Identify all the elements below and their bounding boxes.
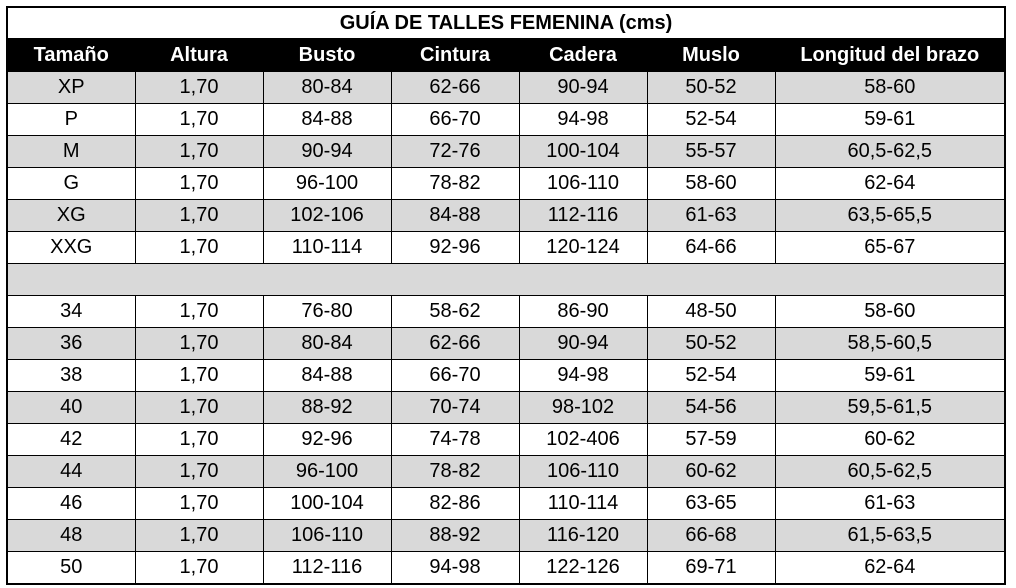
cell-arm-length: 60-62: [775, 424, 1005, 456]
cell-waist: 84-88: [391, 200, 519, 232]
cell-thigh: 66-68: [647, 520, 775, 552]
cell-waist: 58-62: [391, 296, 519, 328]
cell-size: G: [7, 168, 135, 200]
cell-arm-length: 58,5-60,5: [775, 328, 1005, 360]
cell-hip: 90-94: [519, 328, 647, 360]
cell-arm-length: 59-61: [775, 360, 1005, 392]
cell-thigh: 55-57: [647, 136, 775, 168]
cell-height: 1,70: [135, 104, 263, 136]
cell-arm-length: 59,5-61,5: [775, 392, 1005, 424]
cell-hip: 100-104: [519, 136, 647, 168]
separator-cell: [7, 264, 1005, 296]
separator-row: [7, 264, 1005, 296]
cell-thigh: 52-54: [647, 104, 775, 136]
cell-size: 46: [7, 488, 135, 520]
cell-height: 1,70: [135, 168, 263, 200]
cell-hip: 116-120: [519, 520, 647, 552]
cell-bust: 84-88: [263, 360, 391, 392]
cell-bust: 100-104: [263, 488, 391, 520]
header-row: [7, 39, 1005, 72]
size-guide-sheet: [6, 6, 1004, 585]
header-height: Altura: [135, 39, 263, 72]
cell-waist: 72-76: [391, 136, 519, 168]
cell-height: 1,70: [135, 328, 263, 360]
header-thigh: Muslo: [647, 39, 775, 72]
table-row: [7, 328, 1005, 360]
table-row: [7, 424, 1005, 456]
cell-arm-length: 60,5-62,5: [775, 136, 1005, 168]
cell-hip: 94-98: [519, 360, 647, 392]
cell-thigh: 50-52: [647, 328, 775, 360]
cell-thigh: 61-63: [647, 200, 775, 232]
cell-bust: 76-80: [263, 296, 391, 328]
cell-arm-length: 58-60: [775, 72, 1005, 104]
cell-arm-length: 65-67: [775, 232, 1005, 264]
table-row: [7, 392, 1005, 424]
cell-size: 42: [7, 424, 135, 456]
cell-thigh: 48-50: [647, 296, 775, 328]
cell-waist: 78-82: [391, 456, 519, 488]
cell-height: 1,70: [135, 200, 263, 232]
table-row: [7, 104, 1005, 136]
cell-arm-length: 63,5-65,5: [775, 200, 1005, 232]
table-row: [7, 232, 1005, 264]
cell-height: 1,70: [135, 552, 263, 585]
cell-thigh: 57-59: [647, 424, 775, 456]
cell-size: 40: [7, 392, 135, 424]
table-row: [7, 552, 1005, 585]
cell-height: 1,70: [135, 232, 263, 264]
cell-arm-length: 59-61: [775, 104, 1005, 136]
cell-bust: 96-100: [263, 456, 391, 488]
table-row: [7, 456, 1005, 488]
cell-bust: 88-92: [263, 392, 391, 424]
cell-hip: 106-110: [519, 168, 647, 200]
cell-waist: 66-70: [391, 104, 519, 136]
cell-bust: 102-106: [263, 200, 391, 232]
table-row: [7, 136, 1005, 168]
cell-hip: 122-126: [519, 552, 647, 585]
table-row: [7, 72, 1005, 104]
cell-bust: 80-84: [263, 328, 391, 360]
cell-size: 44: [7, 456, 135, 488]
cell-waist: 88-92: [391, 520, 519, 552]
cell-hip: 86-90: [519, 296, 647, 328]
cell-hip: 102-406: [519, 424, 647, 456]
cell-waist: 70-74: [391, 392, 519, 424]
cell-arm-length: 58-60: [775, 296, 1005, 328]
cell-size: XG: [7, 200, 135, 232]
header-waist: Cintura: [391, 39, 519, 72]
cell-waist: 66-70: [391, 360, 519, 392]
cell-bust: 92-96: [263, 424, 391, 456]
cell-bust: 96-100: [263, 168, 391, 200]
cell-waist: 94-98: [391, 552, 519, 585]
table-body: [7, 72, 1005, 585]
cell-thigh: 58-60: [647, 168, 775, 200]
cell-thigh: 60-62: [647, 456, 775, 488]
cell-thigh: 52-54: [647, 360, 775, 392]
cell-height: 1,70: [135, 72, 263, 104]
cell-waist: 74-78: [391, 424, 519, 456]
cell-waist: 92-96: [391, 232, 519, 264]
header-hip: Cadera: [519, 39, 647, 72]
cell-height: 1,70: [135, 520, 263, 552]
cell-waist: 62-66: [391, 72, 519, 104]
cell-height: 1,70: [135, 456, 263, 488]
title-row: [7, 7, 1005, 39]
cell-bust: 90-94: [263, 136, 391, 168]
table-row: [7, 296, 1005, 328]
cell-waist: 62-66: [391, 328, 519, 360]
cell-height: 1,70: [135, 424, 263, 456]
cell-waist: 78-82: [391, 168, 519, 200]
cell-thigh: 63-65: [647, 488, 775, 520]
cell-arm-length: 62-64: [775, 552, 1005, 585]
table-row: [7, 168, 1005, 200]
cell-size: P: [7, 104, 135, 136]
header-size: Tamaño: [7, 39, 135, 72]
cell-size: 50: [7, 552, 135, 585]
size-guide-table: [6, 6, 1006, 585]
cell-bust: 110-114: [263, 232, 391, 264]
cell-hip: 90-94: [519, 72, 647, 104]
cell-arm-length: 62-64: [775, 168, 1005, 200]
cell-thigh: 50-52: [647, 72, 775, 104]
cell-size: 34: [7, 296, 135, 328]
table-row: [7, 200, 1005, 232]
cell-thigh: 54-56: [647, 392, 775, 424]
cell-bust: 106-110: [263, 520, 391, 552]
cell-height: 1,70: [135, 136, 263, 168]
cell-hip: 106-110: [519, 456, 647, 488]
cell-height: 1,70: [135, 392, 263, 424]
cell-hip: 110-114: [519, 488, 647, 520]
cell-size: XXG: [7, 232, 135, 264]
cell-arm-length: 61-63: [775, 488, 1005, 520]
cell-size: 38: [7, 360, 135, 392]
cell-bust: 112-116: [263, 552, 391, 585]
cell-height: 1,70: [135, 488, 263, 520]
table-row: [7, 360, 1005, 392]
cell-waist: 82-86: [391, 488, 519, 520]
cell-thigh: 69-71: [647, 552, 775, 585]
cell-size: 36: [7, 328, 135, 360]
cell-size: XP: [7, 72, 135, 104]
cell-size: 48: [7, 520, 135, 552]
cell-bust: 80-84: [263, 72, 391, 104]
cell-hip: 94-98: [519, 104, 647, 136]
cell-size: M: [7, 136, 135, 168]
cell-hip: 98-102: [519, 392, 647, 424]
cell-arm-length: 60,5-62,5: [775, 456, 1005, 488]
table-row: [7, 520, 1005, 552]
cell-height: 1,70: [135, 296, 263, 328]
header-arm-length: Longitud del brazo: [775, 39, 1005, 72]
table-title: GUÍA DE TALLES FEMENINA (cms): [7, 7, 1005, 39]
cell-arm-length: 61,5-63,5: [775, 520, 1005, 552]
cell-thigh: 64-66: [647, 232, 775, 264]
cell-height: 1,70: [135, 360, 263, 392]
header-bust: Busto: [263, 39, 391, 72]
table-row: [7, 488, 1005, 520]
cell-hip: 120-124: [519, 232, 647, 264]
cell-hip: 112-116: [519, 200, 647, 232]
cell-bust: 84-88: [263, 104, 391, 136]
